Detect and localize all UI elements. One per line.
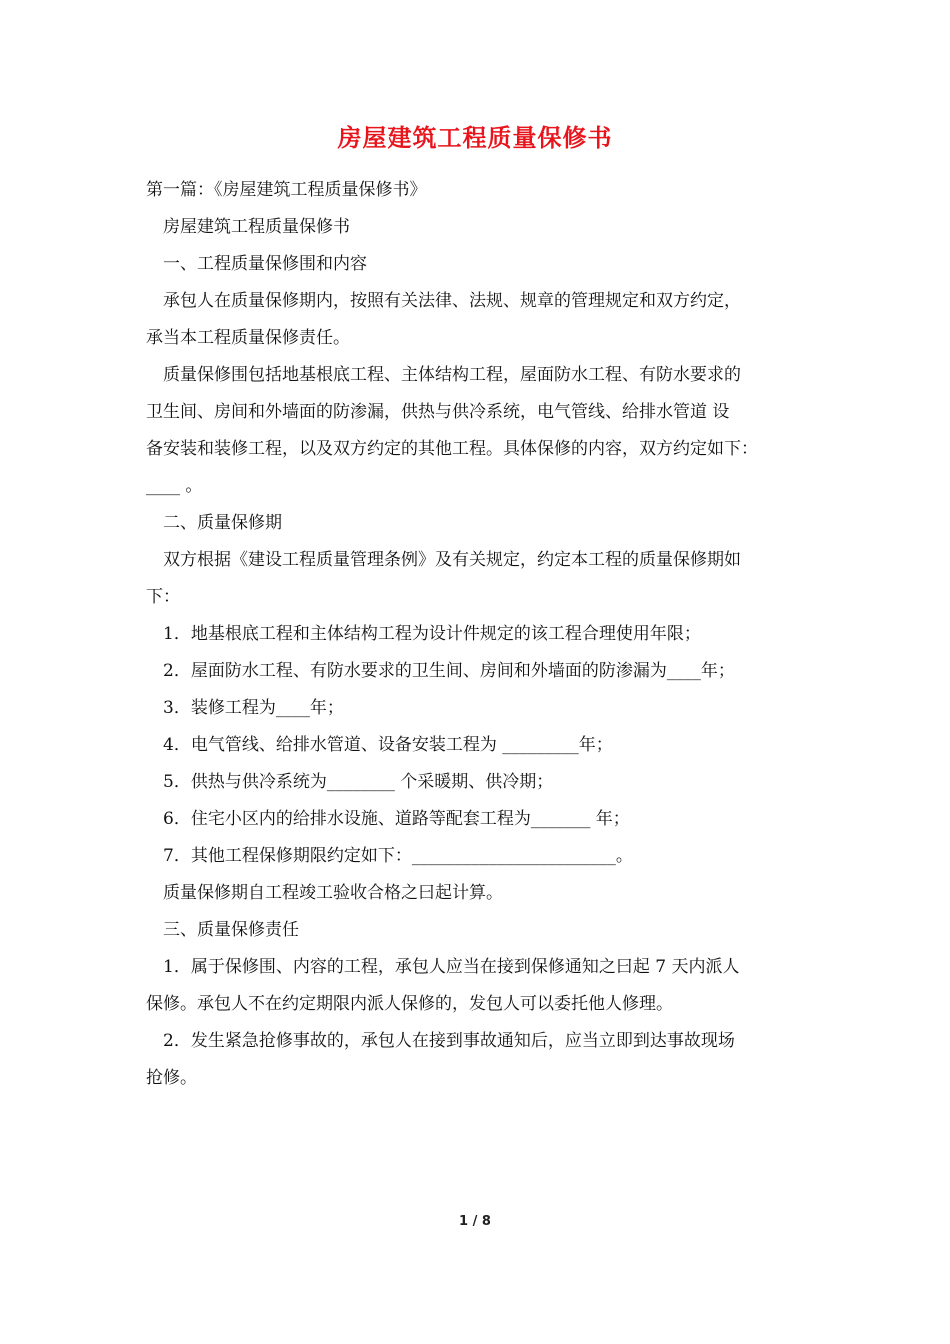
list-item: 2．发生紧急抢修事故的，承包人在接到事故通知后，应当立即到达事故现场	[163, 1031, 735, 1051]
list-item: 2．屋面防水工程、有防水要求的卫生间、房间和外墙面的防渗漏为____年；	[163, 661, 735, 681]
page-number: 1 / 8	[459, 1214, 491, 1229]
paragraph-line: 保修。承包人不在约定期限内派人保修的，发包人可以委托他人修理。	[146, 994, 673, 1014]
paragraph-line: 承包人在质量保修期内，按照有关法律、法规、规章的管理规定和双方约定，	[163, 291, 741, 311]
list-item: 6．住宅小区内的给排水设施、道路等配套工程为_______ 年；	[163, 809, 630, 829]
paragraph-line: 质量保修期自工程竣工验收合格之曰起计算。	[163, 883, 503, 903]
paragraph-line: ____ 。	[146, 476, 203, 496]
list-item: 7．其他工程保修期限约定如下：________________________。	[163, 846, 633, 866]
list-item: 1．属于保修围、内容的工程，承包人应当在接到保修通知之曰起 7 天内派人	[163, 957, 740, 977]
section-heading: 二、质量保修期	[163, 513, 282, 533]
paragraph-line: 质量保修围包括地基根底工程、主体结构工程，屋面防水工程、有防水要求的	[163, 365, 741, 385]
paragraph-line: 第一篇：《房屋建筑工程质量保修书》	[146, 180, 427, 200]
paragraph-line: 双方根据《建设工程质量管理条例》及有关规定，约定本工程的质量保修期如	[163, 550, 741, 570]
document-title: 房屋建筑工程质量保修书	[337, 123, 613, 152]
paragraph-line: 承当本工程质量保修责任。	[146, 328, 350, 348]
paragraph-line: 下：	[146, 587, 180, 607]
paragraph-line: 卫生间、房间和外墙面的防渗漏，供热与供冷系统，电气管线、给排水管道 设	[146, 402, 730, 422]
list-item: 3．装修工程为____年；	[163, 698, 344, 718]
list-item: 1．地基根底工程和主体结构工程为设计件规定的该工程合理使用年限；	[163, 624, 701, 644]
list-item: 5．供热与供冷系统为________ 个采暖期、供冷期；	[163, 772, 554, 792]
section-heading: 三、质量保修责任	[163, 920, 299, 940]
document-body	[146, 172, 814, 1097]
list-item: 4．电气管线、给排水管道、设备安装工程为 _________年；	[163, 735, 613, 755]
paragraph-line: 备安装和装修工程，以及双方约定的其他工程。具体保修的内容，双方约定如下：	[146, 439, 758, 459]
section-heading: 一、工程质量保修围和内容	[163, 254, 367, 274]
paragraph-line: 抢修。	[146, 1068, 197, 1088]
paragraph-line: 房屋建筑工程质量保修书	[163, 217, 350, 237]
